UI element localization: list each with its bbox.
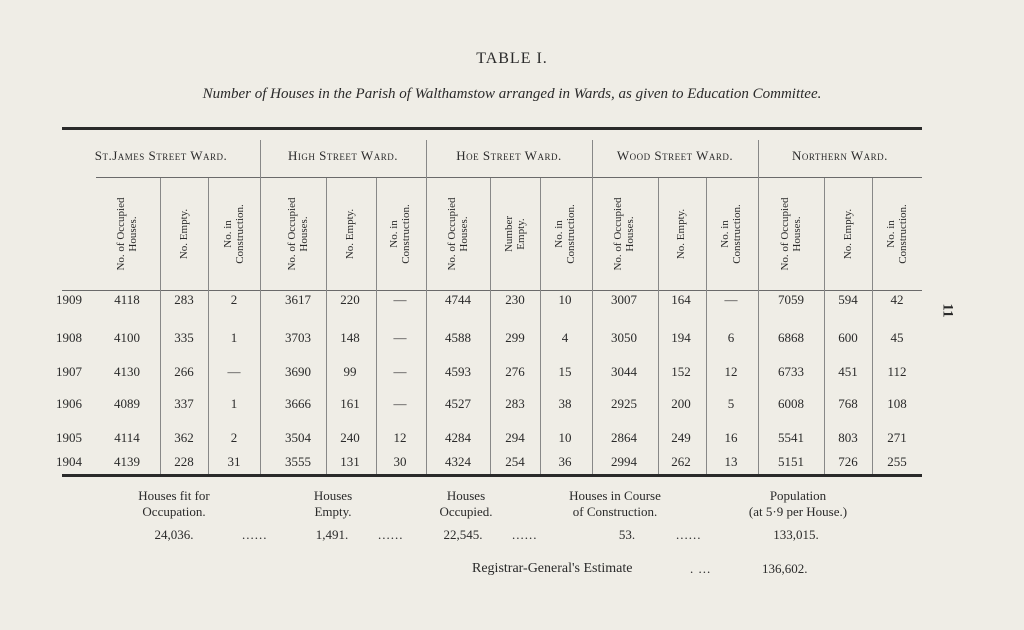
table-cell: 4284 — [445, 430, 471, 445]
column-header-label: No. of Occupied Houses. — [779, 197, 803, 271]
table-cell: 3504 — [285, 430, 311, 445]
ward-header-high-street: High Street Ward. — [288, 148, 398, 163]
table-cell: 255 — [887, 454, 907, 469]
table-cell: 335 — [174, 330, 194, 345]
summary-value: 53. — [618, 527, 636, 542]
summary-value: 24,036. — [154, 527, 194, 542]
table-cell: 3555 — [285, 454, 311, 469]
summary-value: 133,015. — [773, 527, 819, 542]
table-cell: 42 — [890, 292, 904, 307]
table-cell: 337 — [174, 396, 194, 411]
table-cell: 4593 — [445, 364, 471, 379]
estimate-dots: . ... — [690, 561, 712, 576]
table-cell: 6008 — [778, 396, 804, 411]
row-year: 1905 — [56, 430, 82, 445]
table-cell: — — [393, 292, 407, 307]
table-cell: 152 — [671, 364, 691, 379]
table-cell: 271 — [887, 430, 907, 445]
column-header-label: Number Empty. — [503, 215, 527, 253]
table-cell: 2 — [230, 292, 238, 307]
table-title: TABLE I. — [476, 50, 548, 67]
bottom-rule — [62, 474, 922, 477]
table-cell: 38 — [558, 396, 572, 411]
column-header-label: No. in Construction. — [222, 204, 246, 264]
ward-header-st-james: St.James Street Ward. — [94, 148, 228, 163]
row-year: 1906 — [56, 396, 82, 411]
table-cell: 10 — [558, 430, 572, 445]
table-cell: 31 — [227, 454, 241, 469]
column-header-label: No. of Occupied Houses. — [115, 197, 139, 271]
summary-value: 1,491. — [315, 527, 349, 542]
table-cell: 4118 — [114, 292, 140, 307]
table-cell: 6733 — [778, 364, 804, 379]
column-header-label: No. of Occupied Houses. — [612, 197, 636, 271]
ward-header-rule — [96, 177, 922, 178]
table-cell: 266 — [174, 364, 194, 379]
table-subtitle: Number of Houses in the Parish of Walthamstow arranged in Wards, as given to Education Committee. — [202, 86, 822, 102]
table-cell: 726 — [838, 454, 858, 469]
registrar-estimate-value: 136,602. — [762, 561, 808, 576]
row-year: 1908 — [56, 330, 82, 345]
table-cell: 4089 — [114, 396, 140, 411]
table-cell: 4100 — [114, 330, 140, 345]
column-header-label: No. Empty. — [675, 208, 687, 260]
column-header-label: No. in Construction. — [719, 204, 743, 264]
table-cell: 2994 — [611, 454, 637, 469]
column-divider — [208, 178, 209, 474]
table-cell: 10 — [558, 292, 572, 307]
table-cell: 194 — [671, 330, 691, 345]
table-cell: 230 — [505, 292, 525, 307]
table-cell: 3050 — [611, 330, 637, 345]
table-cell: 4588 — [445, 330, 471, 345]
column-header-label: No. Empty. — [842, 208, 854, 260]
leader-dots: ...... — [512, 527, 538, 542]
column-header-label: No. Empty. — [178, 208, 190, 260]
table-cell: 3666 — [285, 396, 311, 411]
table-cell: 594 — [838, 292, 858, 307]
summary-label: Houses in Course of Construction. — [569, 488, 661, 519]
table-cell: 3044 — [611, 364, 637, 379]
summary-label: Houses fit for Occupation. — [138, 488, 210, 519]
table-cell: 283 — [174, 292, 194, 307]
table-cell: 803 — [838, 430, 858, 445]
column-header-label: No. in Construction. — [553, 204, 577, 264]
summary-label: Houses Empty. — [313, 488, 353, 519]
summary-label: Population (at 5·9 per House.) — [748, 488, 848, 519]
table-cell: 2864 — [611, 430, 637, 445]
table-cell: 4114 — [114, 430, 140, 445]
table-cell: — — [227, 364, 241, 379]
ward-header-hoe-street: Hoe Street Ward. — [456, 148, 562, 163]
table-cell: 3690 — [285, 364, 311, 379]
table-cell: 1 — [230, 396, 238, 411]
registrar-estimate-label: Registrar-General's Estimate — [472, 561, 633, 576]
table-cell: — — [393, 364, 407, 379]
table-cell: — — [393, 396, 407, 411]
table-cell: 768 — [838, 396, 858, 411]
table-cell: 6 — [727, 330, 735, 345]
table-cell: 4324 — [445, 454, 471, 469]
table-cell: 249 — [671, 430, 691, 445]
row-year: 1904 — [56, 454, 82, 469]
leader-dots: ...... — [676, 527, 702, 542]
column-header-label: No. in Construction. — [885, 204, 909, 264]
table-cell: 99 — [343, 364, 357, 379]
table-cell: 4 — [561, 330, 569, 345]
table-cell: 45 — [890, 330, 904, 345]
table-cell: 36 — [558, 454, 572, 469]
summary-value: 22,545. — [443, 527, 483, 542]
ward-header-wood-street: Wood Street Ward. — [616, 148, 734, 163]
table-cell: 4527 — [445, 396, 471, 411]
column-divider — [426, 140, 427, 474]
table-cell: 161 — [340, 396, 360, 411]
ward-header-northern: Northern Ward. — [792, 148, 888, 163]
table-cell: 2 — [230, 430, 238, 445]
table-cell: 254 — [505, 454, 525, 469]
row-year: 1907 — [56, 364, 82, 379]
table-cell: 7059 — [778, 292, 804, 307]
table-cell: 108 — [887, 396, 907, 411]
leader-dots: ...... — [242, 527, 268, 542]
column-divider — [592, 140, 593, 474]
table-cell: 4139 — [114, 454, 140, 469]
column-divider — [758, 140, 759, 474]
table-cell: 240 — [340, 430, 360, 445]
column-header-rule — [62, 290, 922, 291]
table-cell: — — [724, 292, 738, 307]
table-cell: 5 — [727, 396, 735, 411]
table-cell: 13 — [724, 454, 738, 469]
column-header-label: No. in Construction. — [388, 204, 412, 264]
table-cell: 1 — [230, 330, 238, 345]
table-cell: 4744 — [445, 292, 471, 307]
table-cell: 4130 — [114, 364, 140, 379]
table-cell: 451 — [838, 364, 858, 379]
table-cell: 600 — [838, 330, 858, 345]
table-cell: 294 — [505, 430, 525, 445]
table-cell: 3007 — [611, 292, 637, 307]
table-cell: — — [393, 330, 407, 345]
column-header-label: No. of Occupied Houses. — [286, 197, 310, 271]
column-divider — [260, 140, 261, 474]
table-cell: 2925 — [611, 396, 637, 411]
table-cell: 5151 — [778, 454, 804, 469]
table-cell: 228 — [174, 454, 194, 469]
table-cell: 283 — [505, 396, 525, 411]
page-number: 11 — [939, 303, 956, 318]
table-cell: 3703 — [285, 330, 311, 345]
row-year: 1909 — [56, 292, 82, 307]
table-cell: 30 — [393, 454, 407, 469]
table-cell: 299 — [505, 330, 525, 345]
table-cell: 220 — [340, 292, 360, 307]
table-cell: 12 — [724, 364, 738, 379]
table-cell: 262 — [671, 454, 691, 469]
table-cell: 148 — [340, 330, 360, 345]
column-header-label: No. Empty. — [344, 208, 356, 260]
column-header-label: No. of Occupied Houses. — [446, 197, 470, 271]
table-cell: 362 — [174, 430, 194, 445]
table-cell: 12 — [393, 430, 407, 445]
table-cell: 5541 — [778, 430, 804, 445]
table-cell: 16 — [724, 430, 738, 445]
summary-label: Houses Occupied. — [439, 488, 493, 519]
leader-dots: ...... — [378, 527, 404, 542]
table-cell: 276 — [505, 364, 525, 379]
table-cell: 200 — [671, 396, 691, 411]
table-cell: 131 — [340, 454, 360, 469]
table-cell: 112 — [887, 364, 907, 379]
table-cell: 3617 — [285, 292, 311, 307]
table-cell: 6868 — [778, 330, 804, 345]
table-cell: 164 — [671, 292, 691, 307]
top-rule — [62, 127, 922, 130]
table-cell: 15 — [558, 364, 572, 379]
